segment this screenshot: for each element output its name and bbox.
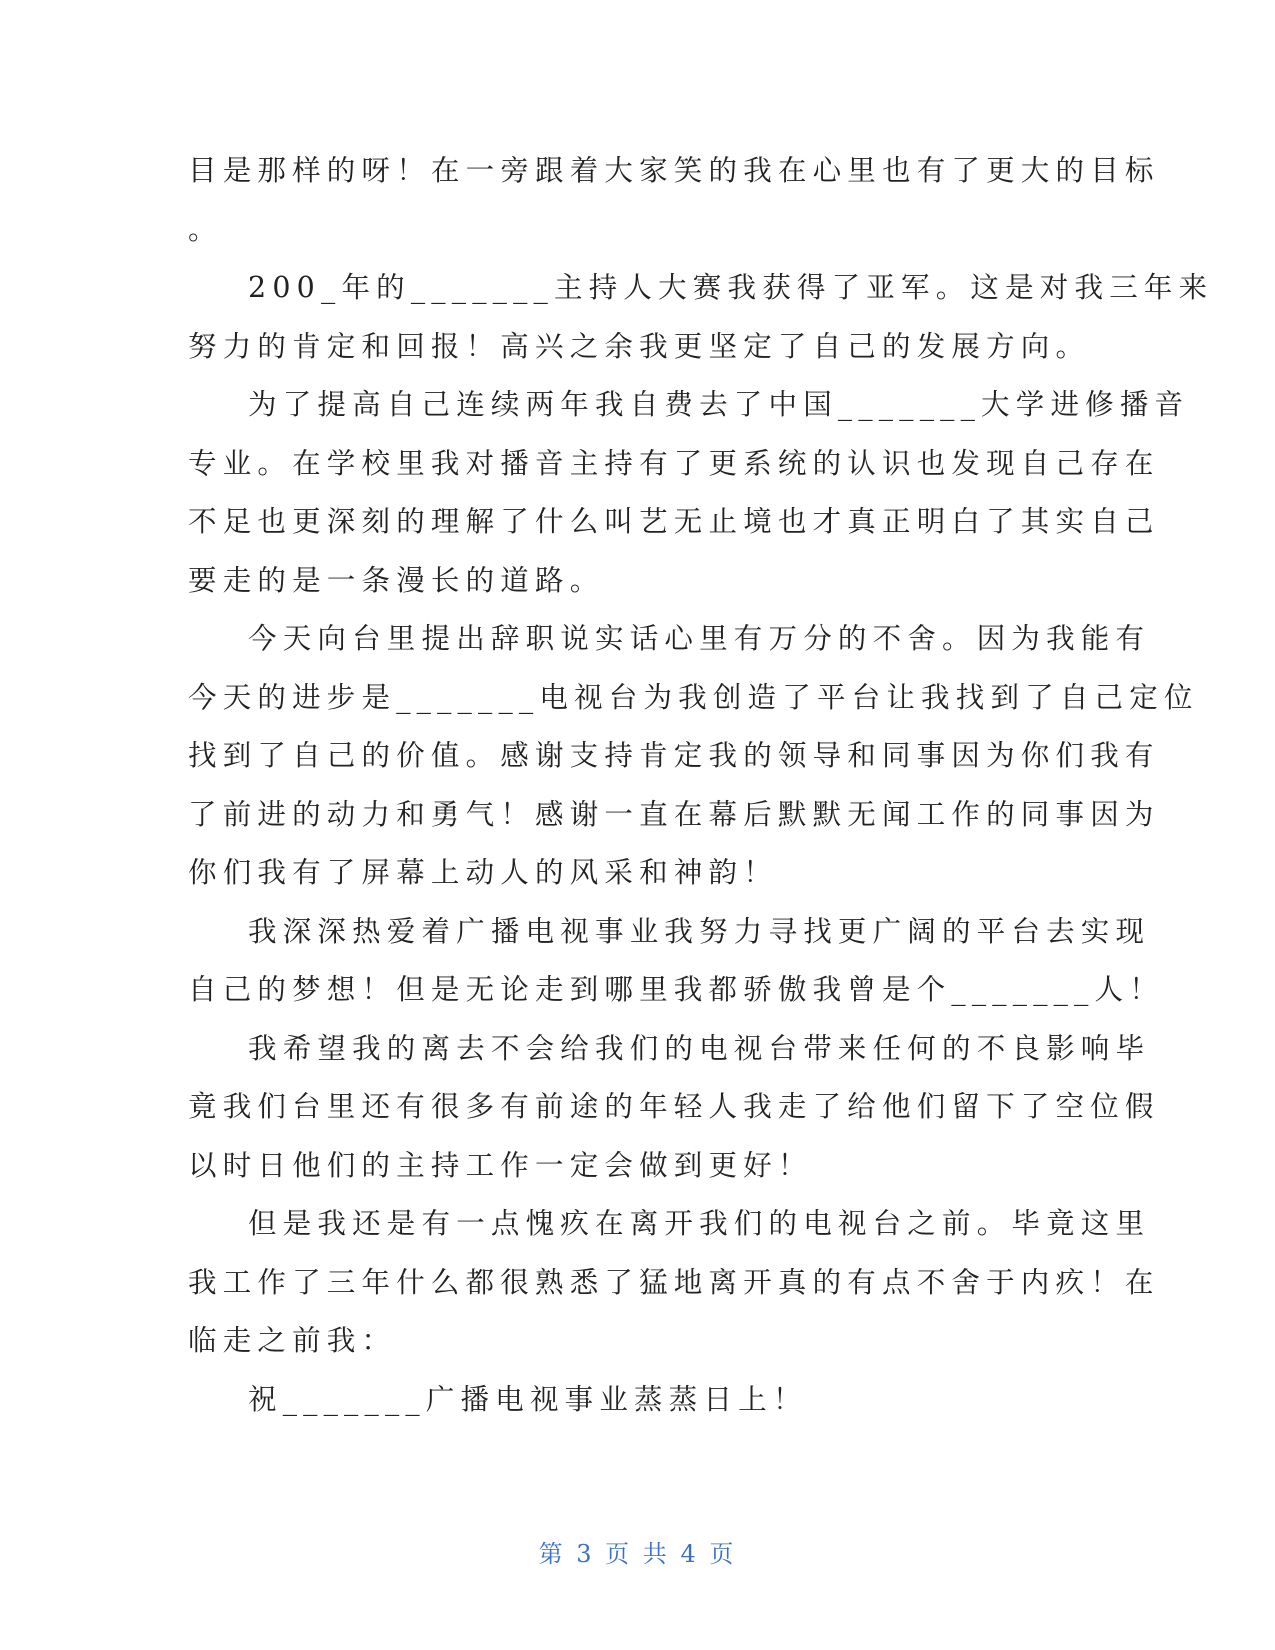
document-body (188, 142, 1214, 1429)
text-line: 我深深热爱着广播电视事业我努力寻找更广阔的平台去实现 (248, 914, 1151, 948)
text-line: 目是那样的呀！在一旁跟着大家笑的我在心里也有了更大的目标 (188, 154, 1160, 187)
text-line: 专业。在学校里我对播音主持有了更系统的认识也发现自己存在 (188, 446, 1160, 480)
footer-suffix: 页 (709, 1540, 737, 1568)
text-line: 你们我有了屏幕上动人的风采和神韵！ (188, 856, 778, 889)
footer-middle: 页 共 (605, 1540, 670, 1568)
text-line: 今天的进步是_______电视台为我创造了平台让我找到了自己定位 (188, 680, 1199, 714)
page-footer (0, 1534, 1275, 1569)
text-line: 不足也更深刻的理解了什么叫艺无止境也才真正明白了其实自己 (188, 505, 1160, 538)
text-line: 今天向台里提出辞职说实话心里有万分的不舍。因为我能有 (248, 622, 1151, 655)
text-line: 自己的梦想！但是无论走到哪里我都骄傲我曾是个_______人！ (188, 973, 1164, 1006)
footer-total-pages: 4 (680, 1540, 699, 1568)
text-line: 临走之前我： (188, 1324, 397, 1357)
text-line: 要走的是一条漫长的道路。 (188, 563, 605, 597)
text-line: 了前进的动力和勇气！感谢一直在幕后默默无闻工作的同事因为 (188, 797, 1160, 831)
text-line: 找到了自己的价值。感谢支持肯定我的领导和同事因为你们我有 (188, 739, 1160, 772)
footer-current-page: 3 (576, 1540, 595, 1568)
text-line: 为了提高自己连续两年我自费去了中国_______大学进修播音 (248, 388, 1190, 421)
text-line: 以时日他们的主持工作一定会做到更好！ (188, 1148, 813, 1182)
text-line: 但是我还是有一点愧疚在离开我们的电视台之前。毕竟这里 (248, 1207, 1151, 1240)
text-line: 祝_______广播电视事业蒸蒸日上！ (248, 1382, 808, 1416)
text-line: 200_年的_______主持人大赛我获得了亚军。这是对我三年来 (248, 271, 1214, 304)
text-line: 竟我们台里还有很多有前途的年轻人我走了给他们留下了空位假 (188, 1090, 1160, 1123)
text-line: 努力的肯定和回报！高兴之余我更坚定了自己的发展方向。 (188, 329, 1091, 363)
text-line: 。 (188, 212, 223, 246)
text-line: 我希望我的离去不会给我们的电视台带来任何的不良影响毕 (248, 1031, 1151, 1065)
footer-prefix: 第 (538, 1540, 566, 1568)
text-line: 我工作了三年什么都很熟悉了猛地离开真的有点不舍于内疚！在 (188, 1265, 1160, 1299)
